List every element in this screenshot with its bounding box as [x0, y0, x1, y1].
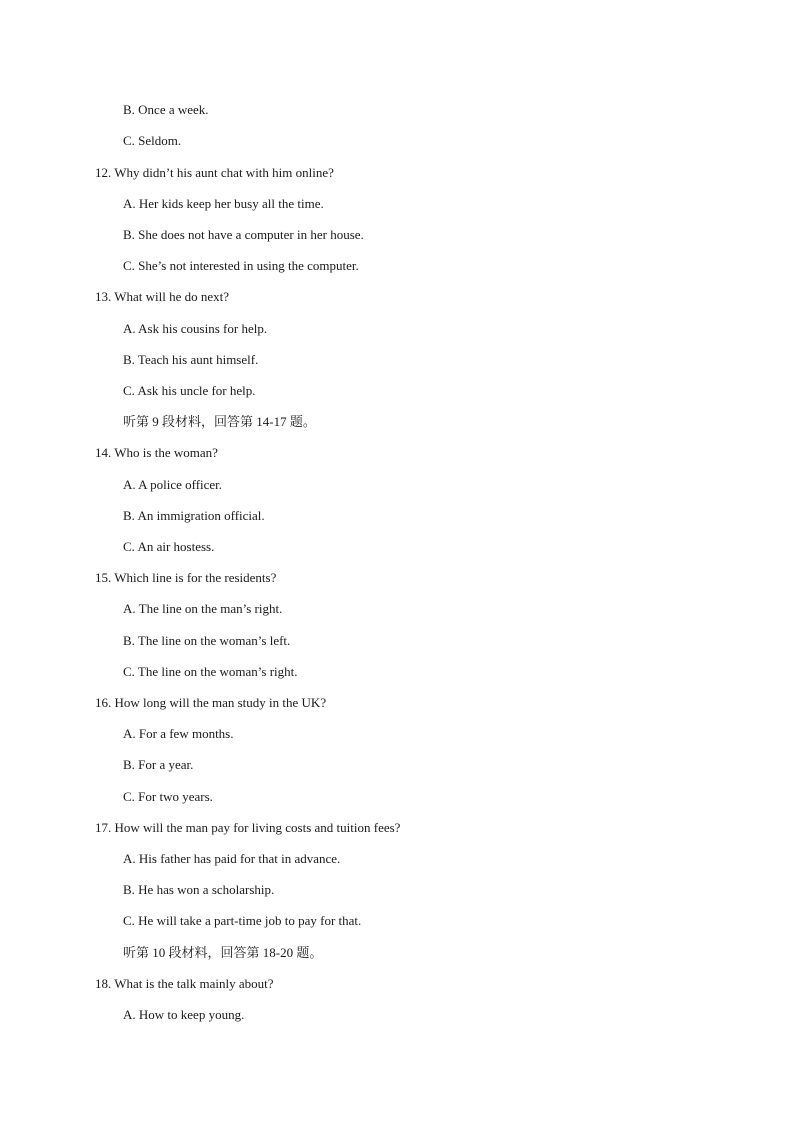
- option-16b: B. For a year.: [123, 757, 194, 772]
- question-16: 16. How long will the man study in the UK?: [95, 695, 327, 710]
- option-17a: A. His father has paid for that in advance.: [123, 851, 341, 866]
- option-12a: A. Her kids keep her busy all the time.: [123, 196, 324, 211]
- question-17: 17. How will the man pay for living costs and tuition fees?: [95, 820, 401, 835]
- option-14b: B. An immigration official.: [123, 508, 265, 523]
- option-14c: C. An air hostess.: [123, 539, 215, 554]
- option-12c: C. She’s not interested in using the computer.: [123, 258, 359, 273]
- question-14: 14. Who is the woman?: [95, 445, 218, 460]
- option-15c: C. The line on the woman’s right.: [123, 664, 298, 679]
- question-15: 15. Which line is for the residents?: [95, 570, 277, 585]
- option-13a: A. Ask his cousins for help.: [123, 321, 268, 336]
- question-12: 12. Why didn’t his aunt chat with him online?: [95, 165, 334, 180]
- option-15b: B. The line on the woman’s left.: [123, 633, 291, 648]
- option-13c: C. Ask his uncle for help.: [123, 383, 256, 398]
- option-12b: B. She does not have a computer in her house.: [123, 227, 364, 242]
- question-13: 13. What will he do next?: [95, 289, 230, 304]
- option-16c: C. For two years.: [123, 789, 213, 804]
- option-13b: B. Teach his aunt himself.: [123, 352, 259, 367]
- option-17b: B. He has won a scholarship.: [123, 882, 275, 897]
- section-heading-10: 听第 10 段材料，回答第 18-20 题。: [123, 945, 323, 960]
- section-heading-9: 听第 9 段材料，回答第 14-17 题。: [123, 414, 316, 429]
- option-11c: C. Seldom.: [123, 133, 182, 148]
- option-16a: A. For a few months.: [123, 726, 234, 741]
- option-11b: B. Once a week.: [123, 102, 209, 117]
- question-18: 18. What is the talk mainly about?: [95, 976, 274, 991]
- option-15a: A. The line on the man’s right.: [123, 601, 283, 616]
- option-14a: A. A police officer.: [123, 477, 223, 492]
- option-18a: A. How to keep young.: [123, 1007, 245, 1022]
- option-17c: C. He will take a part-time job to pay for that.: [123, 913, 362, 928]
